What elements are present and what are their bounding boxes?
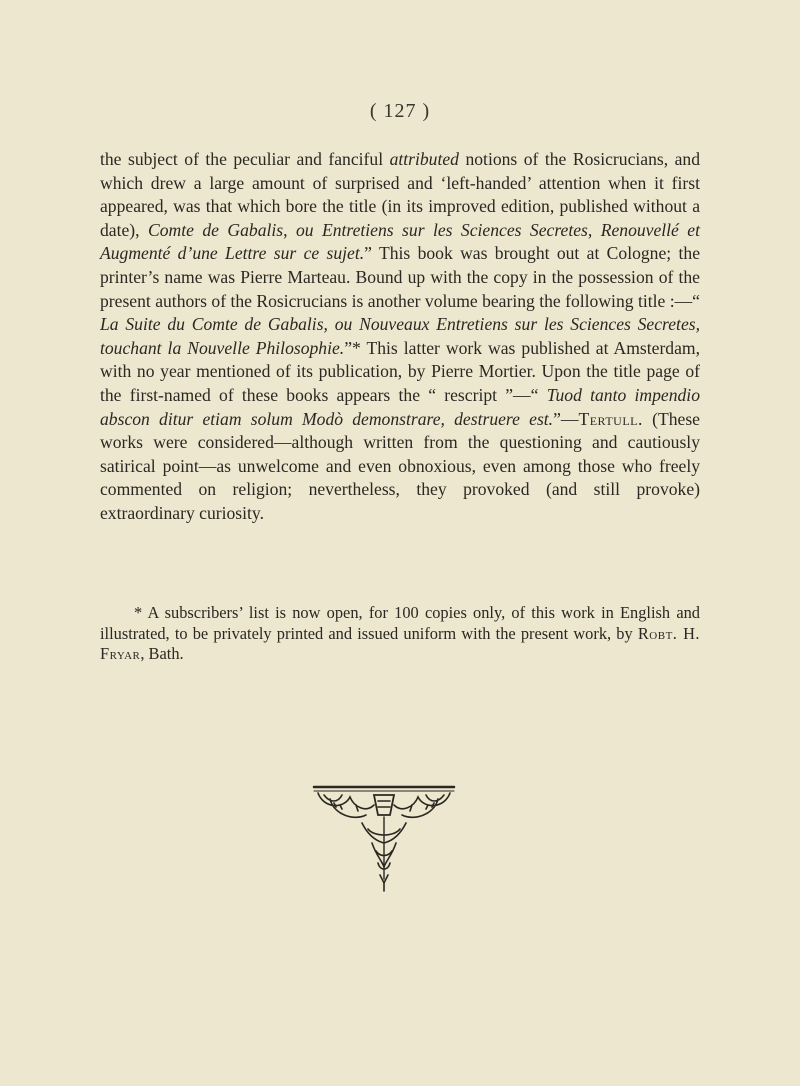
author-tertull: Tertull. <box>578 408 643 429</box>
text-run: the subject of the peculiar and fanciful <box>100 149 390 169</box>
book-title-comte-de-gabalis: Comte de Gabalis, ou Entretiens sur les Sciences Secretes, Renouvellé et Augmenté d’une Lettre sur ce sujet. <box>100 219 700 264</box>
page-number: ( 127 ) <box>369 100 431 122</box>
text-run: notions of the Rosicrucians, and which drew a large amount of surprised and ‘left-handed’ attention when it first appeared, was that which bore the title (in its improved edition, published without a date), <box>100 149 701 240</box>
footnote <box>100 603 700 665</box>
footnote-publisher: Robt. H. Fryar <box>100 623 701 663</box>
footnote-text: * A subscribers’ list is now open, for 100 copies only, of this work in English and illustrated, to be privately printed and issued uniform with the present work, by <box>100 603 700 643</box>
text-run: ” This book was brought out at Cologne; the printer’s name was Pierre Marteau. Bound up with the copy in the possession of the present authors of the Rosicrucians is another volume bearing the following title :—“ <box>100 243 700 311</box>
body-paragraph <box>100 148 700 526</box>
italic-attributed: attributed <box>389 149 459 169</box>
book-title-la-suite: La Suite du Comte de Gabalis, ou Nouveaux Entretiens sur les Sciences Secretes, touchant la Nouvelle Philosophie. <box>100 314 700 358</box>
text-run: ”— <box>553 408 579 429</box>
text-run: ”* This latter work was published at Amsterdam, with no year mentioned of its publication, by Pierre Mortier. Upon the title page of the first-named of these books appears the “ rescript ”—“ <box>100 337 700 405</box>
text-run: (These works were considered—although written from the questioning and cautiously satirical point—as unwelcome and even obnoxious, even among those who freely commented on religion; nevertheless, they provoked (and still provoke) extraordinary curiosity. <box>100 408 700 523</box>
latin-rescript: Tuod tanto impendio abscon ditur etiam solum Modò demonstrare, destruere est. <box>100 384 700 429</box>
tailpiece-ornament-icon <box>304 783 464 898</box>
footnote-text: , Bath. <box>140 644 184 663</box>
